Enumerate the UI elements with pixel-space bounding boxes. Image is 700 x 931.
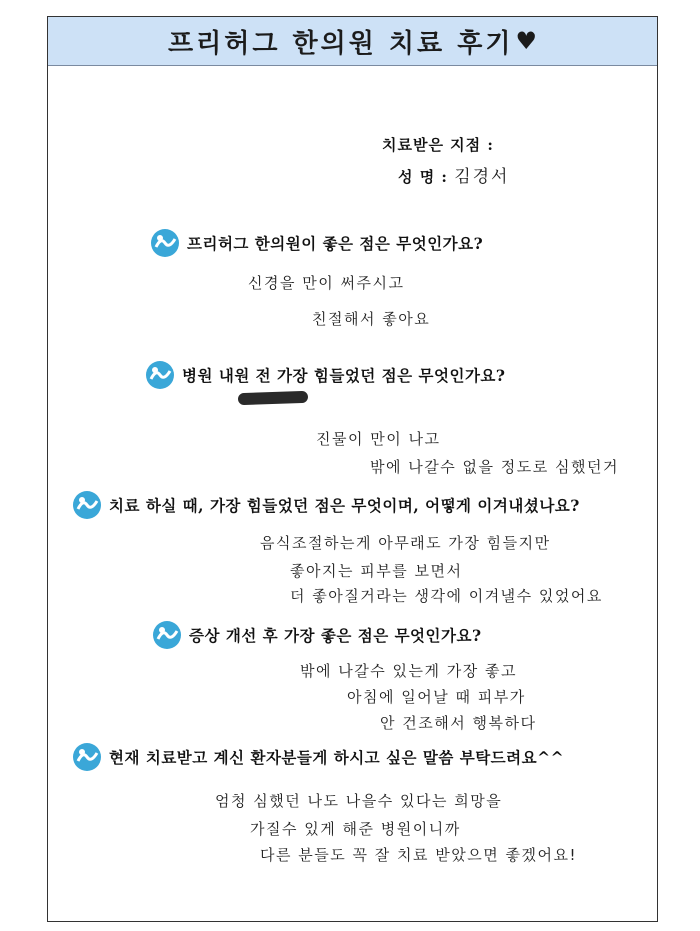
answer-3-line-2: 좋아지는 피부를 보면서 xyxy=(290,562,463,580)
branch-label: 치료받은 지점 : xyxy=(382,136,494,154)
question-1 xyxy=(150,228,483,258)
clinic-logo-icon xyxy=(72,742,102,772)
question-3-text: 치료 하실 때, 가장 힘들었던 점은 무엇이며, 어떻게 이겨내셨나요? xyxy=(109,496,580,515)
scribbled-out-text xyxy=(238,391,308,405)
heart-icon: ♥ xyxy=(515,27,537,55)
question-5-text: 현재 치료받고 계신 환자분들게 하시고 싶은 말씀 부탁드려요^^ xyxy=(109,748,565,767)
answer-5-line-2: 가질수 있게 해준 병원이니까 xyxy=(250,820,461,838)
name-label: 성 명 : xyxy=(398,168,448,186)
question-4-text: 증상 개선 후 가장 좋은 점은 무엇인가요? xyxy=(189,626,482,645)
clinic-logo-icon xyxy=(72,490,102,520)
question-3 xyxy=(72,490,580,520)
name-row xyxy=(398,162,509,187)
answer-2-line-2: 밖에 나갈수 없을 정도로 심했던거 xyxy=(370,458,619,476)
answer-5-line-1: 엄청 심했던 나도 나을수 있다는 희망을 xyxy=(215,792,503,810)
question-2 xyxy=(145,360,505,390)
answer-4-line-1: 밖에 나갈수 있는게 가장 좋고 xyxy=(300,662,517,680)
question-1-text: 프리허그 한의원이 좋은 점은 무엇인가요? xyxy=(187,234,484,253)
question-4 xyxy=(152,620,482,650)
clinic-logo-icon xyxy=(152,620,182,650)
title-bar xyxy=(48,17,657,66)
answer-1-line-1: 신경을 만이 써주시고 xyxy=(248,274,405,292)
clinic-logo-icon xyxy=(145,360,175,390)
question-5 xyxy=(72,742,564,772)
answer-2-line-1: 진물이 만이 나고 xyxy=(316,430,441,448)
answer-1-line-2: 친절해서 좋아요 xyxy=(312,310,431,328)
answer-4-line-3: 안 건조해서 행복하다 xyxy=(380,714,537,732)
answer-4-line-2: 아침에 일어날 때 피부가 xyxy=(347,688,526,706)
answer-3-line-1: 음식조절하는게 아무래도 가장 힘들지만 xyxy=(260,534,551,552)
answer-5-line-3: 다른 분들도 꼭 잘 치료 받았으면 좋겠어요! xyxy=(260,846,577,864)
page-title: 프리허그 한의원 치료 후기 xyxy=(168,28,514,59)
answer-3-line-3: 더 좋아질거라는 생각에 이겨낼수 있었어요 xyxy=(290,587,603,605)
question-2-text: 병원 내원 전 가장 힘들었던 점은 무엇인가요? xyxy=(182,366,506,385)
clinic-logo-icon xyxy=(150,228,180,258)
name-value: 김경서 xyxy=(454,167,510,187)
